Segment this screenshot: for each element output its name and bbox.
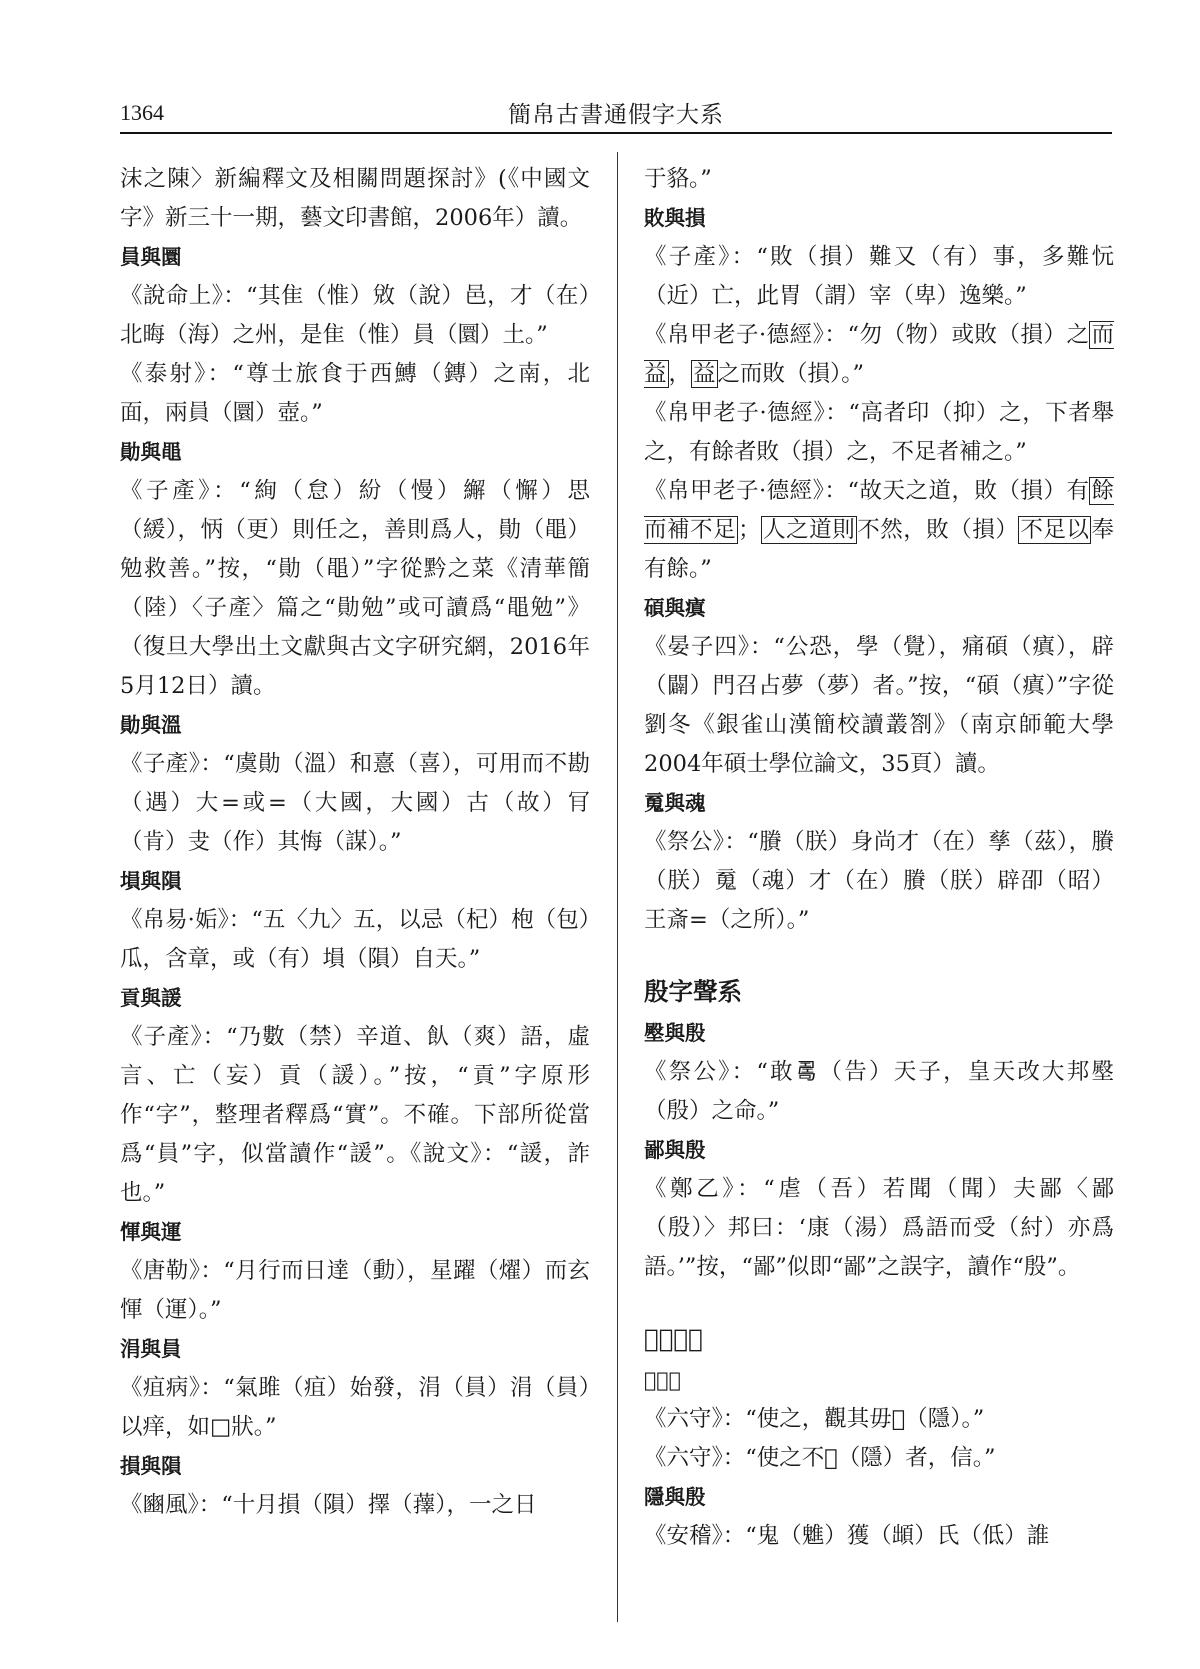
citation-paragraph: 《帛易·姤》：“五〈九〉五，以忌（杞）枹（包）瓜，含章，或（有）塤（隕）自天。”: [120, 907, 590, 972]
entry-heading: 䰟與魂: [644, 791, 706, 815]
text-run: 《帛甲老子·德經》：“故天之道，敗（損）有: [644, 478, 1090, 504]
left-column: [120, 160, 590, 1525]
entry-heading: 勛與黽: [120, 440, 182, 464]
text-run: ，: [668, 361, 692, 387]
citation-paragraph: 《六守》：“使之不𢚩（隱）者，信。”: [644, 1445, 996, 1471]
entry-heading: 惲與運: [120, 1220, 182, 1244]
boxed-text: 人之道則: [762, 517, 856, 543]
column-divider: [617, 152, 618, 1622]
text-run: 奉有餘。”: [644, 517, 1114, 582]
entry-heading: 塤與隕: [120, 869, 182, 893]
entry-heading: 隱與殷: [644, 1485, 706, 1509]
citation-paragraph: 《鄭乙》：“虐（吾）若聞（聞）夫鄙〈鄙（殷）〉邦曰：‘康（湯）爲語而受（紂）亦爲語。’”按，“鄙”似即“鄙”之誤字，讀作“殷”。: [644, 1176, 1114, 1280]
page-number: 1364: [120, 100, 164, 125]
citation-paragraph: 沫之陳〉新編釋文及相關問題探討》(《中國文字》新三十一期，藝文印書館，2006年）讀。: [120, 166, 590, 231]
citation-paragraph: 《子產》：“虞勛（溫）和憙（喜），可用而不勘（遇）大=或=（大國，大國）古（故）肎（肯）叏（作）其悔（謀）。”: [120, 751, 590, 855]
entry-heading: 敗與損: [644, 206, 706, 230]
running-title: 簡帛古書通假字大系: [508, 102, 724, 128]
citation-paragraph: 《豳風》：“十月損（隕）擇（蘀），一之日: [120, 1492, 537, 1518]
entry-heading: 損與隕: [120, 1454, 182, 1478]
section-heading: 𢚩字聲系: [644, 1324, 703, 1353]
citation-paragraph: 《子產》：“絢（怠）紛（慢）繲（懈）思（緩），怲（更）則任之，善則爲人，勛（黽）勉救善。”按，“勛（黽）”字從黔之菜《清華簡（陸）〈子產〉篇之“勛勉”或可讀爲“黽勉”》（復旦大學出土文獻與古文字研究網，2016年5月12日）讀。: [120, 478, 590, 699]
section-spacer: [644, 940, 1114, 970]
citation-paragraph: [644, 472, 1114, 589]
citation-paragraph: 《祭公》：“敢𠷎（告）天子，皇天改大邦壂（殷）之命。”: [644, 1059, 1114, 1124]
citation-paragraph: 《安稽》：“鬼（魋）獲（䪼）氏（低）誰: [644, 1523, 1050, 1549]
entry-heading: 碩與瘨: [644, 596, 706, 620]
text-run: 之而敗（損）。”: [717, 361, 865, 387]
section-heading: 殷字聲系: [644, 977, 742, 1006]
citation-paragraph: 《六守》：“使之，觀其毋𢚩（隱）。”: [644, 1406, 985, 1432]
text-run: ；: [738, 517, 761, 543]
text-run: 《帛甲老子·德經》：“勿（物）或敗（損）之: [644, 322, 1090, 348]
page-header: [120, 96, 1112, 134]
section-spacer: [644, 1287, 1114, 1317]
boxed-text: 不足以: [1020, 517, 1090, 543]
entry-heading: 𢚩與隱: [644, 1368, 681, 1392]
citation-paragraph: 《泰射》：“尊士旅食于西鱄（鏄）之南，北面，兩員（圜）壺。”: [120, 361, 590, 426]
citation-paragraph: [644, 316, 1114, 394]
entry-heading: 鄙與殷: [644, 1138, 706, 1162]
citation-paragraph: 《說命上》：“其隹（惟）敓（說）邑，才（在）北晦（海）之州，是隹（惟）員（圜）土。”: [120, 283, 590, 348]
entry-heading: 涓與員: [120, 1337, 182, 1361]
citation-paragraph: 《子產》：“敗（損）難又（有）事，多難忨（近）亡，此胃（謂）宰（卑）逸樂。”: [644, 244, 1114, 309]
entry-heading: 勛與溫: [120, 713, 182, 737]
entry-heading: 員與圜: [120, 245, 182, 269]
entry-heading: 貢與諼: [120, 986, 182, 1010]
citation-paragraph: 《子產》：“乃數（禁）辛道、飤（爽）語，虛言、亡（妄）貢（諼）。”按，“貢”字原形作“字”，整理者釋爲“實”。不確。下部所從當爲“員”字，似當讀作“諼”。《說文》：“諼，詐也。”: [120, 1024, 590, 1206]
entry-heading: 壂與殷: [644, 1021, 706, 1045]
text-run: 不然，敗（損）: [857, 517, 1019, 543]
citation-paragraph: 《疽病》：“氣雎（疽）始發，涓（員）涓（員）以痒，如□狀。”: [120, 1375, 590, 1440]
citation-paragraph: 《帛甲老子·德經》：“高者印（抑）之，下者舉之，有餘者敗（損）之，不足者補之。”: [644, 400, 1114, 465]
citation-paragraph: 《唐勒》：“月行而日達（動），星躍（燿）而玄惲（運）。”: [120, 1258, 590, 1323]
boxed-text: 而益: [644, 322, 1114, 387]
boxed-text: 益: [693, 361, 716, 387]
citation-paragraph: 于貉。”: [644, 166, 712, 192]
boxed-text: 餘而補不足: [644, 478, 1114, 543]
citation-paragraph: 《祭公》：“賸（朕）身尚才（在）孳（茲），賸（朕）䰟（魂）才（在）賸（朕）辟卲（昭）王斎=（之所）。”: [644, 829, 1114, 933]
citation-paragraph: 《晏子四》：“公恐，學（覺），痛碩（瘨），辟（闢）門召占夢（夢）者。”按，“碩（瘨）”字從劉冬《銀雀山漢簡校讀叢劄》（南京師範大學2004年碩士學位論文，35頁）讀。: [644, 634, 1114, 777]
right-column: [644, 160, 1114, 1556]
